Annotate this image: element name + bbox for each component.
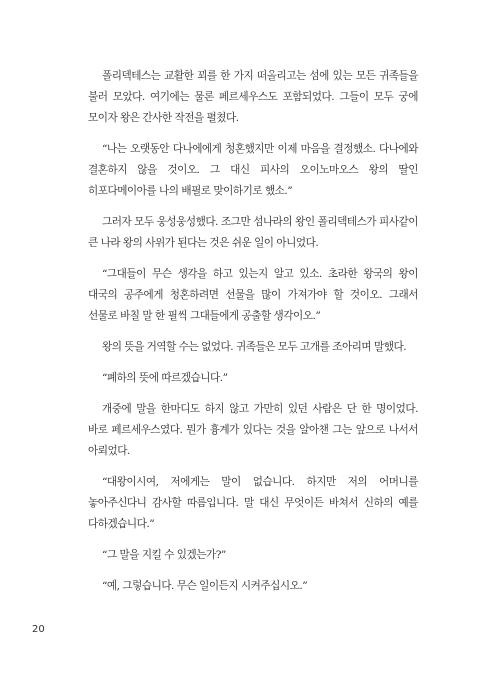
- paragraph: “그 말을 지킬 수 있겠는가?”: [102, 549, 226, 561]
- paragraph: 개중에 말을 한마디도 하지 않고 가만히 있던 사람은 단 한 명이었다. 바로 페르세우스였다. 뭔가 흉계가 있다는 것을 알아챈 그는 앞으로 나서서 아뢰었다.: [88, 403, 418, 457]
- paragraph: “예, 그렇습니다. 무슨 일이든지 시켜주십시오.”: [102, 580, 308, 592]
- paragraph: 폴리덱테스는 교활한 꾀를 한 가지 떠올리고는 섬에 있는 모든 귀족들을 불러 모았다. 여기에는 물론 페르세우스도 포함되었다. 그들이 모두 궁에 모이자 왕은 간사한 작전을 펼쳤다.: [88, 70, 418, 124]
- body-text: [88, 66, 418, 607]
- page-number: 20: [32, 624, 45, 635]
- paragraph: 그러자 모두 웅성웅성했다. 조그만 섬나라의 왕인 폴리덱테스가 피사같이 큰 나라 왕의 사위가 된다는 것은 쉬운 일이 아니었다.: [88, 216, 418, 249]
- paragraph: “폐하의 뜻에 따르겠습니다.”: [102, 372, 228, 384]
- paragraph: 왕의 뜻을 거역할 수는 없었다. 귀족들은 모두 고개를 조아리며 말했다.: [102, 341, 407, 353]
- paragraph: “그대들이 무슨 생각을 하고 있는지 알고 있소. 초라한 왕국의 왕이 대국의 공주에게 청혼하려면 선물을 많이 가져가야 할 것이오. 그래서 선물로 바칠 말 한 필씩 그대들에게 공출할 생각이오.”: [88, 268, 418, 322]
- paragraph: “대왕이시여, 저에게는 말이 없습니다. 하지만 저의 어머니를 놓아주신다니 감사할 따름입니다. 말 대신 무엇이든 바쳐서 신하의 예를 다하겠습니다.”: [88, 476, 418, 530]
- paragraph: “나는 오랫동안 다나에에게 청혼했지만 이제 마음을 결정했소. 다나에와 결혼하지 않을 것이오. 그 대신 피사의 오이노마오스 왕의 딸인 히포다메이아를 나의 배필로 맞이하기로 했소.”: [88, 143, 418, 197]
